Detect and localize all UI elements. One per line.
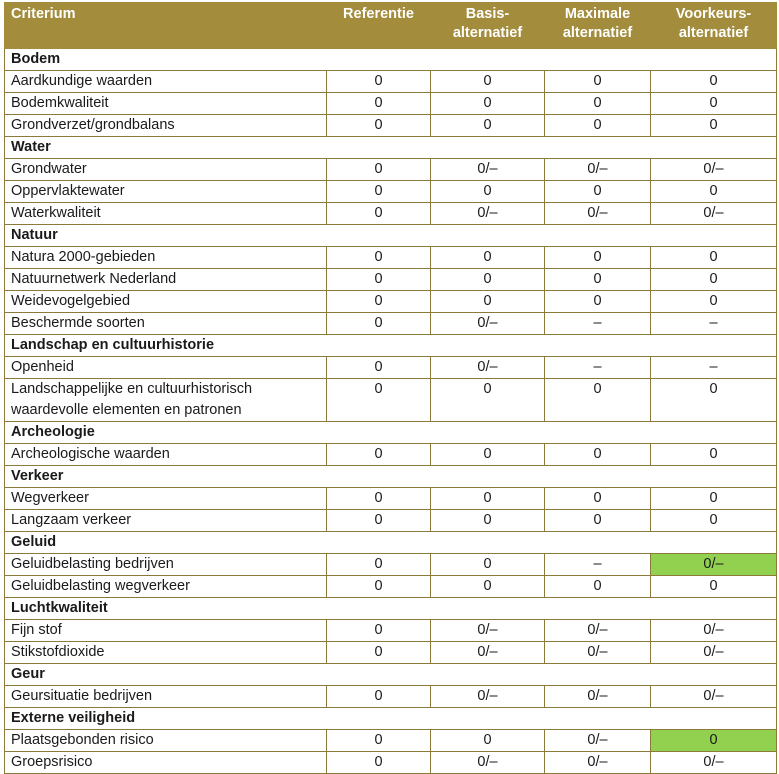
score-cell: 0/–: [651, 554, 777, 576]
score-cell: 0: [327, 247, 431, 269]
score-cell: 0: [545, 93, 651, 115]
table-body: [5, 49, 777, 774]
score-cell: 0: [545, 379, 651, 422]
score-cell: 0: [327, 642, 431, 664]
score-cell: 0: [545, 247, 651, 269]
score-cell: 0: [431, 71, 545, 93]
criterion-label: Archeologische waarden: [5, 444, 327, 466]
score-cell: 0: [327, 444, 431, 466]
section-row: [5, 422, 777, 444]
score-cell: –: [545, 357, 651, 379]
score-cell: 0/–: [651, 752, 777, 774]
criterion-label: Plaatsgebonden risico: [5, 730, 327, 752]
criterion-label: Beschermde soorten: [5, 313, 327, 335]
score-cell: 0/–: [431, 313, 545, 335]
score-cell: 0: [327, 181, 431, 203]
score-cell: 0: [431, 510, 545, 532]
score-cell: 0: [545, 510, 651, 532]
table-row: [5, 752, 777, 774]
criterion-label: Aardkundige waarden: [5, 71, 327, 93]
table-row: [5, 357, 777, 379]
criterion-label: Grondwater: [5, 159, 327, 181]
section-row: [5, 598, 777, 620]
criterion-label: Grondverzet/grondbalans: [5, 115, 327, 137]
score-cell: 0: [327, 620, 431, 642]
section-title: Geluid: [5, 532, 777, 554]
score-cell: 0: [651, 444, 777, 466]
score-cell: 0: [651, 71, 777, 93]
section-row: [5, 466, 777, 488]
score-cell: 0: [327, 269, 431, 291]
score-cell: –: [545, 554, 651, 576]
score-cell: 0/–: [545, 642, 651, 664]
score-cell: 0/–: [431, 159, 545, 181]
score-cell: 0: [327, 752, 431, 774]
score-cell: 0: [545, 269, 651, 291]
section-title: Externe veiligheid: [5, 708, 777, 730]
score-cell: 0: [327, 554, 431, 576]
score-cell: 0: [651, 181, 777, 203]
section-title: Luchtkwaliteit: [5, 598, 777, 620]
criterion-label: Geluidbelasting bedrijven: [5, 554, 327, 576]
table-row: [5, 554, 777, 576]
criterion-label: Natura 2000-gebieden: [5, 247, 327, 269]
score-cell: 0/–: [545, 752, 651, 774]
section-row: [5, 49, 777, 71]
header-row: [5, 3, 777, 49]
score-cell: 0/–: [431, 752, 545, 774]
score-cell: 0: [651, 247, 777, 269]
score-cell: 0: [327, 313, 431, 335]
header-referentie: Referentie: [327, 3, 431, 49]
section-title: Archeologie: [5, 422, 777, 444]
score-cell: 0/–: [545, 203, 651, 225]
score-cell: 0: [327, 115, 431, 137]
section-title: Bodem: [5, 49, 777, 71]
table-row: [5, 247, 777, 269]
section-row: [5, 664, 777, 686]
table-row: [5, 620, 777, 642]
table-row: [5, 730, 777, 752]
score-cell: 0: [651, 730, 777, 752]
section-row: [5, 532, 777, 554]
criterion-label: Fijn stof: [5, 620, 327, 642]
score-cell: 0: [651, 576, 777, 598]
score-cell: 0: [327, 291, 431, 313]
score-cell: 0: [545, 444, 651, 466]
score-cell: 0/–: [431, 620, 545, 642]
score-cell: 0/–: [545, 159, 651, 181]
table-row: [5, 686, 777, 708]
score-cell: 0: [431, 444, 545, 466]
table-row: [5, 379, 777, 422]
table-row: [5, 510, 777, 532]
criterion-label: Natuurnetwerk Nederland: [5, 269, 327, 291]
score-cell: 0/–: [651, 642, 777, 664]
score-cell: 0: [545, 115, 651, 137]
table-row: [5, 115, 777, 137]
score-cell: 0: [327, 203, 431, 225]
score-cell: 0: [545, 181, 651, 203]
table-row: [5, 159, 777, 181]
score-cell: 0: [327, 488, 431, 510]
section-row: [5, 137, 777, 159]
table-row: [5, 291, 777, 313]
score-cell: 0: [327, 71, 431, 93]
score-cell: 0/–: [545, 730, 651, 752]
score-cell: –: [651, 313, 777, 335]
table-row: [5, 71, 777, 93]
section-row: [5, 225, 777, 247]
table-row: [5, 313, 777, 335]
table-row: [5, 488, 777, 510]
criterion-label: Geursituatie bedrijven: [5, 686, 327, 708]
score-cell: 0: [651, 291, 777, 313]
score-cell: 0: [431, 379, 545, 422]
score-cell: 0: [431, 291, 545, 313]
section-row: [5, 708, 777, 730]
table-row: [5, 576, 777, 598]
criterion-label: Groepsrisico: [5, 752, 327, 774]
score-cell: 0/–: [545, 686, 651, 708]
score-cell: 0: [651, 379, 777, 422]
score-cell: 0: [327, 93, 431, 115]
score-cell: 0: [327, 510, 431, 532]
criterion-label: Openheid: [5, 357, 327, 379]
score-cell: 0/–: [431, 642, 545, 664]
section-title: Water: [5, 137, 777, 159]
score-cell: 0: [327, 159, 431, 181]
score-cell: 0: [327, 686, 431, 708]
criterion-label: Oppervlaktewater: [5, 181, 327, 203]
header-criterium: Criterium: [5, 3, 327, 49]
score-cell: 0/–: [651, 686, 777, 708]
score-cell: 0: [545, 71, 651, 93]
score-cell: 0: [431, 269, 545, 291]
score-cell: 0: [651, 269, 777, 291]
score-cell: 0: [327, 730, 431, 752]
score-cell: 0/–: [545, 620, 651, 642]
criterion-label: Geluidbelasting wegverkeer: [5, 576, 327, 598]
table-row: [5, 444, 777, 466]
score-cell: 0: [651, 488, 777, 510]
criterion-label: Bodemkwaliteit: [5, 93, 327, 115]
score-cell: 0: [431, 93, 545, 115]
score-cell: 0/–: [651, 620, 777, 642]
score-cell: 0: [431, 247, 545, 269]
score-cell: –: [545, 313, 651, 335]
criteria-table: [4, 2, 777, 774]
criterion-label: Landschappelijke en cultuurhistorisch waardevolle elementen en patronen: [5, 379, 327, 422]
score-cell: 0/–: [651, 159, 777, 181]
table-row: [5, 203, 777, 225]
section-title: Natuur: [5, 225, 777, 247]
score-cell: 0: [545, 291, 651, 313]
score-cell: 0: [431, 181, 545, 203]
section-title: Verkeer: [5, 466, 777, 488]
score-cell: 0: [431, 554, 545, 576]
score-cell: 0/–: [431, 357, 545, 379]
score-cell: 0: [431, 576, 545, 598]
table-row: [5, 93, 777, 115]
score-cell: 0: [327, 576, 431, 598]
score-cell: 0: [431, 488, 545, 510]
table-row: [5, 269, 777, 291]
section-row: [5, 335, 777, 357]
header-voorkeurs-alternatief: Voorkeurs- alternatief: [651, 3, 777, 49]
criterion-label: Weidevogelgebied: [5, 291, 327, 313]
score-cell: 0/–: [651, 203, 777, 225]
header-maximale-alternatief: Maximale alternatief: [545, 3, 651, 49]
header-basis-alternatief: Basis- alternatief: [431, 3, 545, 49]
criterion-label: Langzaam verkeer: [5, 510, 327, 532]
section-title: Landschap en cultuurhistorie: [5, 335, 777, 357]
score-cell: 0/–: [431, 686, 545, 708]
section-title: Geur: [5, 664, 777, 686]
score-cell: 0: [651, 115, 777, 137]
score-cell: 0: [651, 510, 777, 532]
criterion-label: Stikstofdioxide: [5, 642, 327, 664]
score-cell: 0: [327, 379, 431, 422]
table-row: [5, 642, 777, 664]
score-cell: 0: [545, 576, 651, 598]
criterion-label: Waterkwaliteit: [5, 203, 327, 225]
score-cell: 0: [545, 488, 651, 510]
score-cell: 0/–: [431, 203, 545, 225]
score-cell: 0: [651, 93, 777, 115]
score-cell: 0: [431, 115, 545, 137]
table-row: [5, 181, 777, 203]
score-cell: 0: [431, 730, 545, 752]
score-cell: 0: [327, 357, 431, 379]
criterion-label: Wegverkeer: [5, 488, 327, 510]
score-cell: –: [651, 357, 777, 379]
